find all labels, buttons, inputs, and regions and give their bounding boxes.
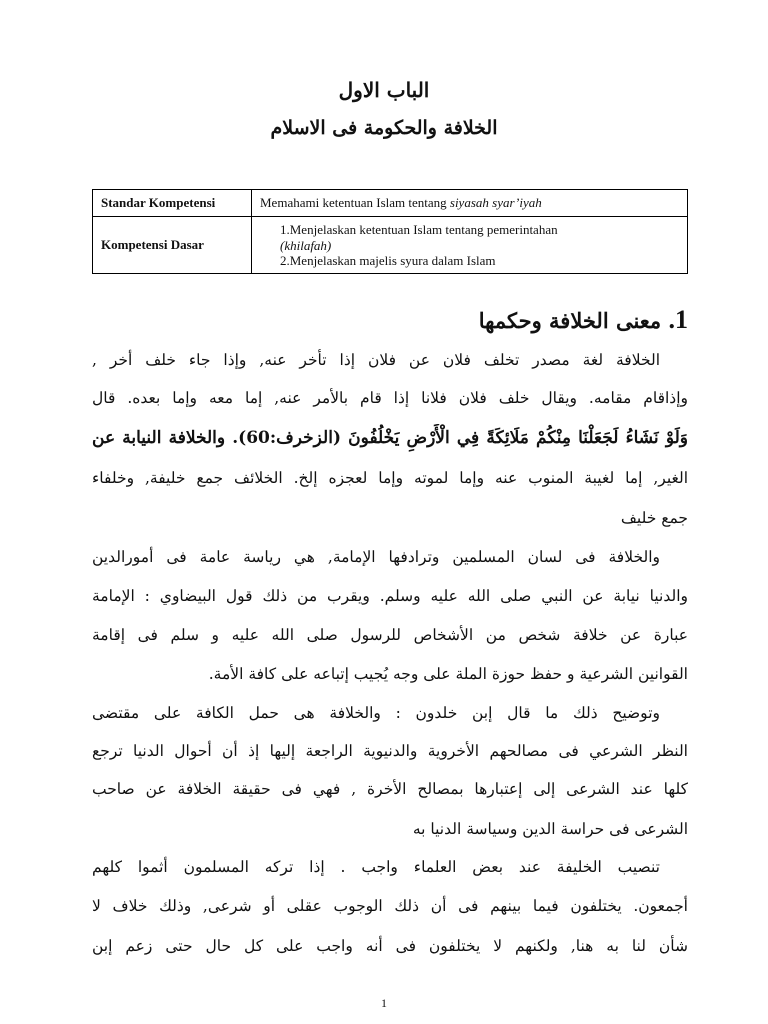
kompetensi-dasar-value [252, 217, 688, 274]
body-line: الشرعى فى حراسة الدين وسياسة الدنيا به [412, 820, 688, 838]
body-line: عبارة عن خلافة شخص من الأشخاص للرسول صلى الله عليه و سلم فى إقامة [92, 626, 688, 644]
kd-item-1: 1.Menjelaskan ketentuan Islam tentang pemerintahan [280, 221, 558, 237]
body-line: وَلَوْ نَشَاءُ لَجَعَلْنَا مِنْكُمْ مَلَائِكَةً فِي الْأَرْضِ يَخْلُفُونَ (الزخرف:60). والخلافة النيابة عن [92, 428, 688, 448]
section-title: معنى الخلافة وحكمها [478, 308, 662, 333]
standar-kompetensi-label: Standar Kompetensi [93, 190, 252, 217]
body-line: وتوضيح ذلك ما قال إبن خلدون : والخلافة هى حمل الكافة على مقتضى [92, 704, 660, 722]
body-line: أجمعون. يختلفون فيما بينهم فى أن ذلك الوجوب عقلى أو شرعى, وذلك خلاف لا [92, 897, 688, 915]
body-line: تنصيب الخليفة عند بعض العلماء واجب . إذا تركه المسلمون أثموا كلهم [92, 858, 660, 876]
body-line: الخلافة لغة مصدر تخلف فلان عن فلان إذا تأخر عنه, وإذا جاء خلف أخر , [92, 351, 660, 369]
body-line: شأن لنا به هنا, ولكنهم لا يختلفون فى أنه واجب على كل حال حتى زعم إبن [92, 937, 688, 955]
standar-text-italic: siyasah syar’iyah [449, 195, 542, 210]
body-line: الغير, إما لغيبة المنوب عنه وإما لموته وإما لعجزه إلخ. الخلائف جمع خليفة, وخلفاء [92, 469, 688, 487]
kompetensi-dasar-label: Kompetensi Dasar [93, 217, 252, 274]
section-heading [92, 305, 688, 335]
kd-item-1-italic: (khilafah) [280, 237, 332, 253]
page-number: 1 [381, 996, 387, 1010]
standar-text: Memahami ketentuan Islam tentang [260, 195, 450, 210]
competency-table [92, 189, 688, 274]
table-row [93, 190, 688, 217]
table-row [93, 217, 688, 274]
standar-kompetensi-value [252, 190, 688, 217]
body-line: والدنيا نيابة عن النبي صلى الله عليه وسلم. ويقرب من ذلك قول البيضاوي : الإمامة [92, 587, 688, 605]
body-line: والخلافة فى لسان المسلمين وترادفها الإمامة, هي رياسة عامة فى أمورالدين [92, 548, 660, 566]
kd-item-2: 2.Menjelaskan majelis syura dalam Islam [280, 252, 496, 268]
body-line: كلها عند الشرعى إلى إعتبارها بمصالح الأخرة , فهي فى حقيقة الخلافة عن صاحب [92, 780, 688, 798]
body-line: جمع خليف [620, 509, 688, 527]
chapter-subtitle: الخلافة والحكومة فى الاسلام [270, 117, 498, 139]
chapter-title: الباب الاول [338, 78, 430, 102]
section-number: 1. [668, 305, 688, 334]
body-line: القوانين الشرعية و حفظ حوزة الملة على وجه يُجيب إتباعه على كافة الأمة. [208, 665, 688, 683]
body-line: وإذاقام مقامه. ويقال خلف فلان فلانا إذا قام بالأمر عنه, إما معه وإما بعده. قال [92, 389, 688, 407]
body-line: النظر الشرعي فى مصالحهم الأخروية والدنيوية الراجعة إليها إذ أن أحوال الدنيا ترجع [92, 742, 688, 760]
